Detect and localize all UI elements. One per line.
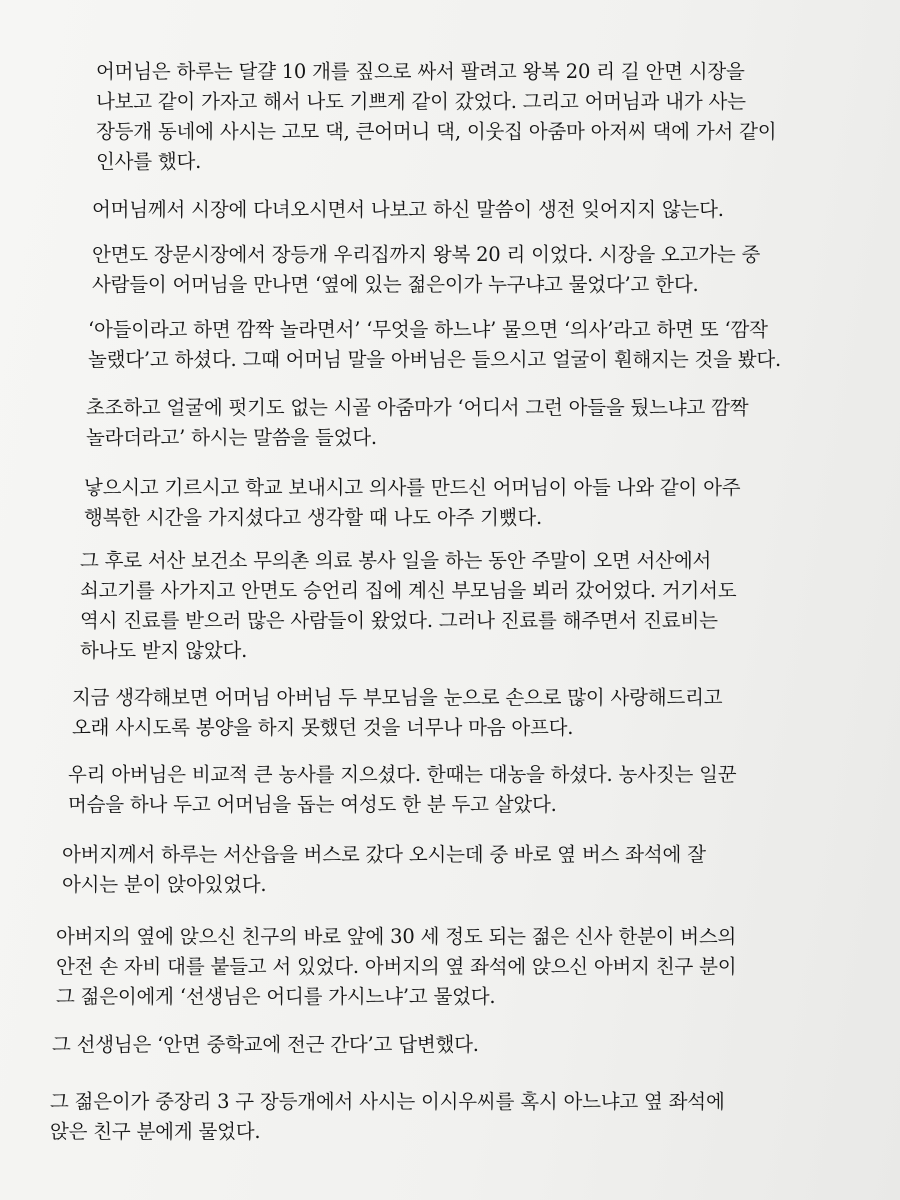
- text-line: 안면도 장문시장에서 장등개 우리집까지 왕복 20 리 이었다. 시장을 오고가는 중: [92, 243, 761, 266]
- text-line: 오래 사시도록 봉양을 하지 못했던 것을 너무나 마음 아프다.: [72, 716, 574, 739]
- text-line: 그 후로 서산 보건소 무의촌 의료 봉사 일을 하는 동안 주말이 오면 서산에서: [80, 549, 712, 572]
- text-line: 그 젊은이가 중장리 3 구 장등개에서 사시는 이시우씨를 혹시 아느냐고 옆 좌석에: [50, 1090, 725, 1113]
- text-line: 그 선생님은 ‘안면 중학교에 전근 간다’고 답변했다.: [52, 1033, 479, 1056]
- text-line: ‘아들이라고 하면 깜짝 놀라면서’ ‘무엇을 하느냐’ 물으면 ‘의사’라고 하면 또 ‘깜작: [88, 318, 768, 341]
- text-line: 놀라더라고’ 하시는 말씀을 들었다.: [86, 426, 377, 449]
- text-line: 놀랬다’고 하셨다. 그때 어머님 말을 아버님은 들으시고 얼굴이 훤해지는 것을 봤다.: [88, 348, 782, 371]
- text-line: 장등개 동네에 사시는 고모 댁, 큰어머니 댁, 이웃집 아줌마 아저씨 댁에 가서 같이: [96, 120, 777, 143]
- text-line: 우리 아버님은 비교적 큰 농사를 지으셨다. 한때는 대농을 하셨다. 농사짓는 일꾼: [68, 763, 737, 786]
- text-line: 아버지께서 하루는 서산읍을 버스로 갔다 오시는데 중 바로 옆 버스 좌석에 잘: [62, 843, 706, 866]
- text-line: 지금 생각해보면 어머님 아버님 두 부모님을 눈으로 손으로 많이 사랑해드리고: [72, 686, 723, 709]
- text-line: 어머님은 하루는 달걀 10 개를 짚으로 싸서 팔려고 왕복 20 리 길 안면 시장을: [96, 60, 745, 83]
- text-line: 역시 진료를 받으러 많은 사람들이 왔었다. 그러나 진료를 해주면서 진료비는: [80, 609, 718, 632]
- text-line: 사람들이 어머님을 만나면 ‘옆에 있는 젊은이가 누구냐고 물었다’고 한다.: [92, 273, 699, 296]
- text-line: 어머님께서 시장에 다녀오시면서 나보고 하신 말씀이 생전 잊어지지 않는다.: [92, 198, 724, 221]
- text-line: 초조하고 얼굴에 펏기도 없는 시골 아줌마가 ‘어디서 그런 아들을 뒀느냐고 깜짝: [86, 396, 749, 419]
- text-line: 그 젊은이에게 ‘선생님은 어디를 가시느냐’고 물었다.: [56, 985, 496, 1008]
- text-line: 하나도 받지 않았다.: [80, 639, 248, 662]
- text-line: 아버지의 옆에 앉으신 친구의 바로 앞에 30 세 정도 되는 젊은 신사 한분이 버스의: [56, 925, 737, 948]
- text-line: 낳으시고 기르시고 학교 보내시고 의사를 만드신 어머님이 아들 나와 같이 아주: [84, 476, 741, 499]
- text-line: 나보고 같이 가자고 해서 나도 기쁘게 같이 갔었다. 그리고 어머님과 내가 사는: [96, 90, 746, 113]
- text-line: 쇠고기를 사가지고 안면도 승언리 집에 계신 부모님을 뵈러 갔어었다. 거기서도: [80, 579, 737, 602]
- text-line: 안전 손 자비 대를 붙들고 서 있었다. 아버지의 옆 좌석에 앉으신 아버지 친구 분이: [56, 955, 737, 978]
- text-line: 머슴을 하나 두고 어머님을 돕는 여성도 한 분 두고 살았다.: [68, 793, 557, 816]
- text-line: 행복한 시간을 가지셨다고 생각할 때 나도 아주 기뻤다.: [84, 506, 543, 529]
- text-line: 인사를 했다.: [96, 150, 202, 173]
- text-line: 아시는 분이 앉아있었다.: [62, 873, 267, 896]
- text-line: 앉은 친구 분에게 물었다.: [50, 1120, 261, 1143]
